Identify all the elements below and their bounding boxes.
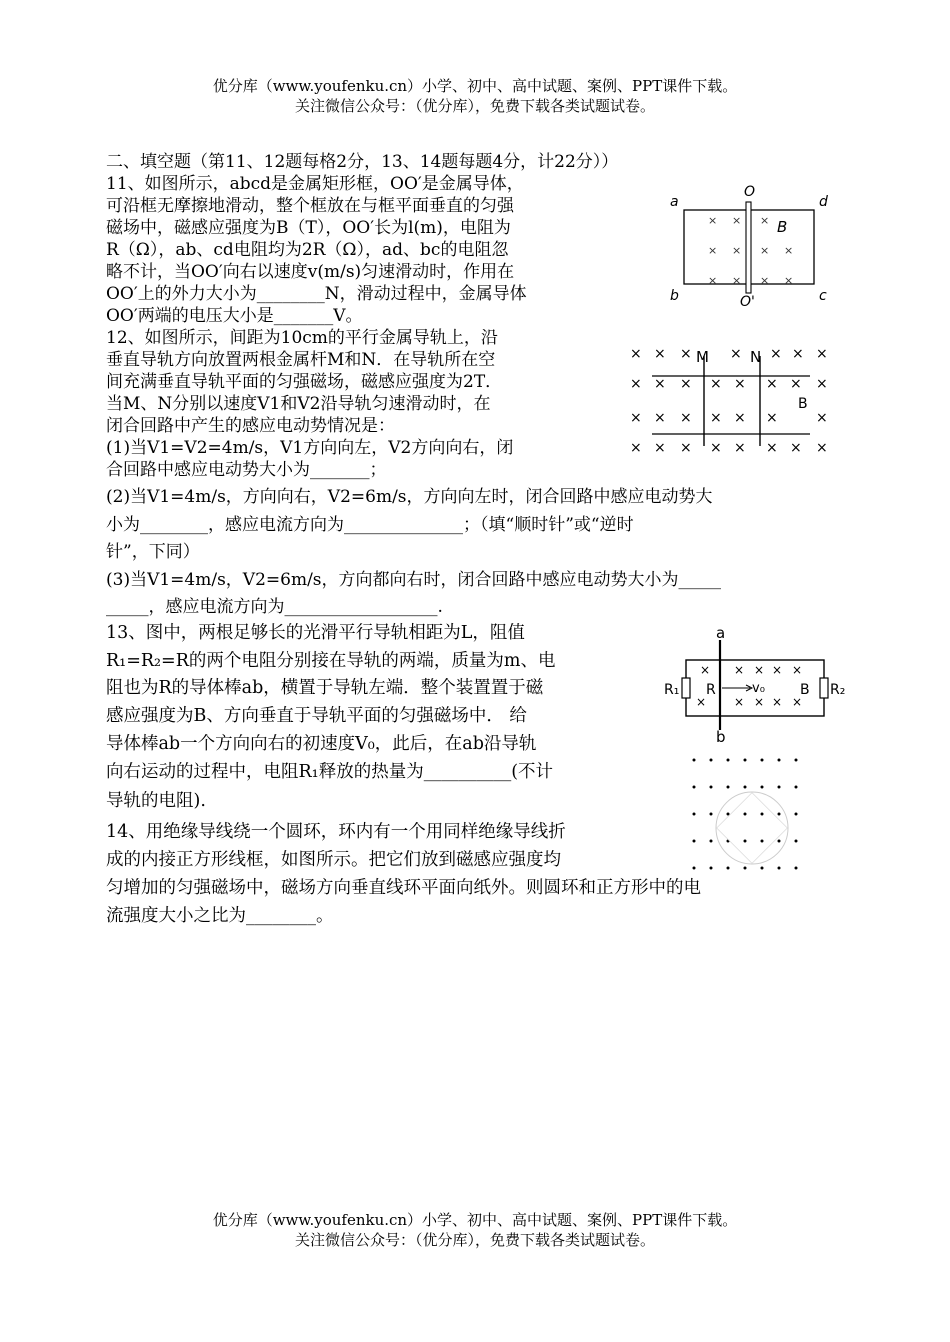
field-dot (693, 759, 696, 762)
cross-mark: × (680, 346, 692, 362)
cross-mark: × (760, 244, 770, 257)
cross-mark: × (816, 410, 828, 426)
label-field: B (798, 396, 808, 412)
q12-line: 针”，下同） (106, 542, 200, 562)
field-dot (710, 840, 713, 843)
q14-line: 14、用绝缘导线绕一个圆环，环内有一个用同样绝缘导线折 (106, 822, 566, 842)
page-footer (0, 1210, 950, 1250)
field-dot (727, 786, 730, 789)
cross-mark: × (630, 346, 642, 362)
q14-figure (682, 746, 812, 876)
field-dot (710, 813, 713, 816)
cross-mark: × (754, 663, 765, 677)
q13-line: 导体棒ab一个方向向右的初速度V₀，此后，在ab沿导轨 (106, 734, 537, 754)
field-dot (710, 759, 713, 762)
field-dot (795, 840, 798, 843)
cross-mark: × (680, 440, 692, 456)
cross-mark: × (654, 410, 666, 426)
field-dot (761, 786, 764, 789)
q12-line: 小为________，感应电流方向为______________；（填“顺时针”或“逆时 (106, 515, 634, 535)
cross-mark: × (700, 663, 711, 677)
label-v0: v₀ (752, 681, 765, 696)
cross-mark: × (784, 244, 794, 257)
header-line-1: 优分库（www.youfenku.cn）小学、初中、高中试题、案例、PPT课件下载。 (212, 77, 738, 95)
cross-mark: × (710, 410, 722, 426)
field-dot (744, 867, 747, 870)
q12-line: (3)当V1=4m/s，V2=6m/s，方向都向右时，闭合回路中感应电动势大小为_____ (106, 570, 722, 590)
label-o-prime: O' (740, 294, 755, 308)
field-dot (795, 759, 798, 762)
cross-mark: × (792, 346, 804, 362)
cross-mark: × (766, 440, 778, 456)
wire-ring (716, 792, 788, 864)
label-field: B (800, 682, 810, 698)
q12-line: 垂直导轨方向放置两根金属杆M和N．在导轨所在空 (106, 350, 496, 370)
cross-mark: × (816, 346, 828, 362)
q11-line: 可沿框无摩擦地滑动，整个框放在与框平面垂直的匀强 (106, 196, 514, 216)
q14-line: 匀增加的匀强磁场中，磁场方向垂直线环平面向纸外。则圆环和正方形中的电 (106, 878, 701, 898)
field-dot (693, 786, 696, 789)
label-a: a (670, 194, 679, 210)
cross-mark: × (770, 346, 782, 362)
label-n: N (750, 348, 762, 366)
q12-line: 12、如图所示，间距为10cm的平行金属导轨上，沿 (106, 328, 498, 348)
cross-mark: × (784, 274, 794, 287)
field-dot (710, 786, 713, 789)
cross-mark: × (680, 376, 692, 392)
cross-mark: × (654, 376, 666, 392)
q11-line: 11、如图所示，abcd是金属矩形框，OO′是金属导体， (106, 174, 524, 194)
q12-line: 闭合回路中产生的感应电动势情况是： (106, 416, 395, 436)
cross-mark: × (732, 244, 742, 257)
q12-line: 当M、N分别以速度V1和V2沿导轨匀速滑动时，在 (106, 394, 491, 414)
cross-mark: × (710, 440, 722, 456)
q12-line: (2)当V1=4m/s，方向向右，V2=6m/s，方向向左时，闭合回路中感应电动势大 (106, 487, 713, 507)
label-c: c (819, 288, 827, 304)
cross-mark: × (766, 376, 778, 392)
cross-mark: × (732, 274, 742, 287)
field-dot (795, 813, 798, 816)
q13-line: 阻也为R的导体棒ab，横置于导轨左端．整个装置置于磁 (106, 678, 544, 698)
field-dot (744, 813, 747, 816)
cross-mark: × (732, 214, 742, 227)
q14-line: 流强度大小之比为________。 (106, 906, 334, 926)
cross-mark: × (696, 695, 707, 709)
conductor-oo (746, 202, 751, 293)
cross-mark: × (708, 214, 718, 227)
field-dot (693, 867, 696, 870)
q11-line: 磁场中，磁感应强度为B（T），OO′长为l(m)，电阻为 (106, 218, 511, 238)
q12-line: (1)当V1=V2=4m/s，V1方向向左，V2方向向右，闭 (106, 438, 514, 458)
q13-line: 向右运动的过程中，电阻R₁释放的热量为__________(不计 (106, 762, 554, 782)
q11-line: OO′上的外力大小为________N，滑动过程中，金属导体 (106, 284, 527, 304)
cross-mark: × (734, 663, 745, 677)
field-dot (693, 840, 696, 843)
q13-line: 导轨的电阻). (106, 791, 206, 811)
field-dot (778, 759, 781, 762)
field-dot (744, 840, 747, 843)
footer-line-2: 关注微信公众号：（优分库），免费下载各类试题试卷。 (294, 1231, 655, 1249)
field-dot (778, 840, 781, 843)
cross-mark: × (710, 376, 722, 392)
cross-mark: × (760, 274, 770, 287)
q14-line: 成的内接正方形线框，如图所示。把它们放到磁感应强度均 (106, 850, 561, 870)
field-dot (761, 813, 764, 816)
field-dot (778, 867, 781, 870)
field-dot (693, 813, 696, 816)
cross-mark: × (708, 274, 718, 287)
field-dot (795, 786, 798, 789)
field-dot (761, 840, 764, 843)
field-dot (727, 867, 730, 870)
cross-mark: × (630, 410, 642, 426)
resistor-r1 (682, 678, 690, 698)
cross-mark: × (730, 346, 742, 362)
cross-mark: × (630, 440, 642, 456)
cross-mark: × (734, 695, 745, 709)
q13-line: R₁=R₂=R的两个电阻分别接在导轨的两端，质量为m、电 (106, 651, 556, 671)
label-r2: R₂ (830, 682, 846, 698)
resistor-r2 (820, 678, 828, 698)
field-dot (761, 867, 764, 870)
cross-mark: × (760, 214, 770, 227)
field-dot (778, 786, 781, 789)
header-line-2: 关注微信公众号：（优分库），免费下载各类试题试卷。 (294, 97, 655, 115)
cross-mark: × (816, 376, 828, 392)
wire-square (717, 793, 788, 864)
cross-mark: × (680, 410, 692, 426)
field-dot (795, 867, 798, 870)
q13-line: 13、图中，两根足够长的光滑平行导轨相距为L，阻值 (106, 623, 525, 643)
field-dot (744, 786, 747, 789)
label-r1: R₁ (664, 682, 680, 698)
label-a: a (716, 626, 726, 642)
cross-mark: × (734, 410, 746, 426)
q12-line: _____，感应电流方向为__________________. (106, 597, 443, 617)
cross-mark: × (630, 376, 642, 392)
label-b: b (716, 728, 726, 744)
cross-mark: × (772, 695, 783, 709)
cross-mark: × (792, 663, 803, 677)
label-m: M (696, 348, 709, 366)
label-b: b (670, 288, 679, 304)
field-dot (710, 867, 713, 870)
cross-mark: × (772, 663, 783, 677)
q11-line: 略不计，当OO′向右以速度v(m/s)匀速滑动时，作用在 (106, 262, 515, 282)
cross-mark: × (766, 410, 778, 426)
q11-figure (664, 182, 844, 308)
cross-mark: × (734, 440, 746, 456)
field-dot (744, 759, 747, 762)
field-dot (761, 759, 764, 762)
footer-line-1: 优分库（www.youfenku.cn）小学、初中、高中试题、案例、PPT课件下载。 (212, 1211, 738, 1229)
q11-line: OO′两端的电压大小是_______V。 (106, 306, 363, 326)
page-header (0, 76, 950, 116)
cross-mark: × (754, 695, 765, 709)
q13-line: 感应强度为B、方向垂直于导轨平面的匀强磁场中． 给 (106, 706, 527, 726)
field-dot (778, 813, 781, 816)
field-dots (693, 759, 798, 870)
cross-mark: × (654, 440, 666, 456)
label-field: B (777, 218, 788, 236)
cross-mark: × (792, 695, 803, 709)
field-dot (727, 759, 730, 762)
q13-figure (662, 626, 862, 744)
q12-line: 间充满垂直导轨平面的匀强磁场，磁感应强度为2T． (106, 372, 503, 392)
cross-mark: × (790, 376, 802, 392)
label-d: d (819, 194, 828, 210)
cross-mark: × (790, 440, 802, 456)
q11-line: R（Ω），ab、cd电阻均为2R（Ω），ad、bc的电阻忽 (106, 240, 509, 260)
q12-figure (626, 342, 836, 460)
label-o: O (744, 184, 756, 200)
cross-mark: × (708, 244, 718, 257)
cross-mark: × (734, 376, 746, 392)
cross-mark: × (816, 440, 828, 456)
cross-mark: × (654, 346, 666, 362)
label-r: R (706, 682, 716, 698)
section-title: 二、填空题（第11、12题每格2分，13、14题每题4分，计22分）） (106, 152, 619, 172)
q12-line: 合回路中感应电动势大小为_______； (106, 460, 387, 480)
